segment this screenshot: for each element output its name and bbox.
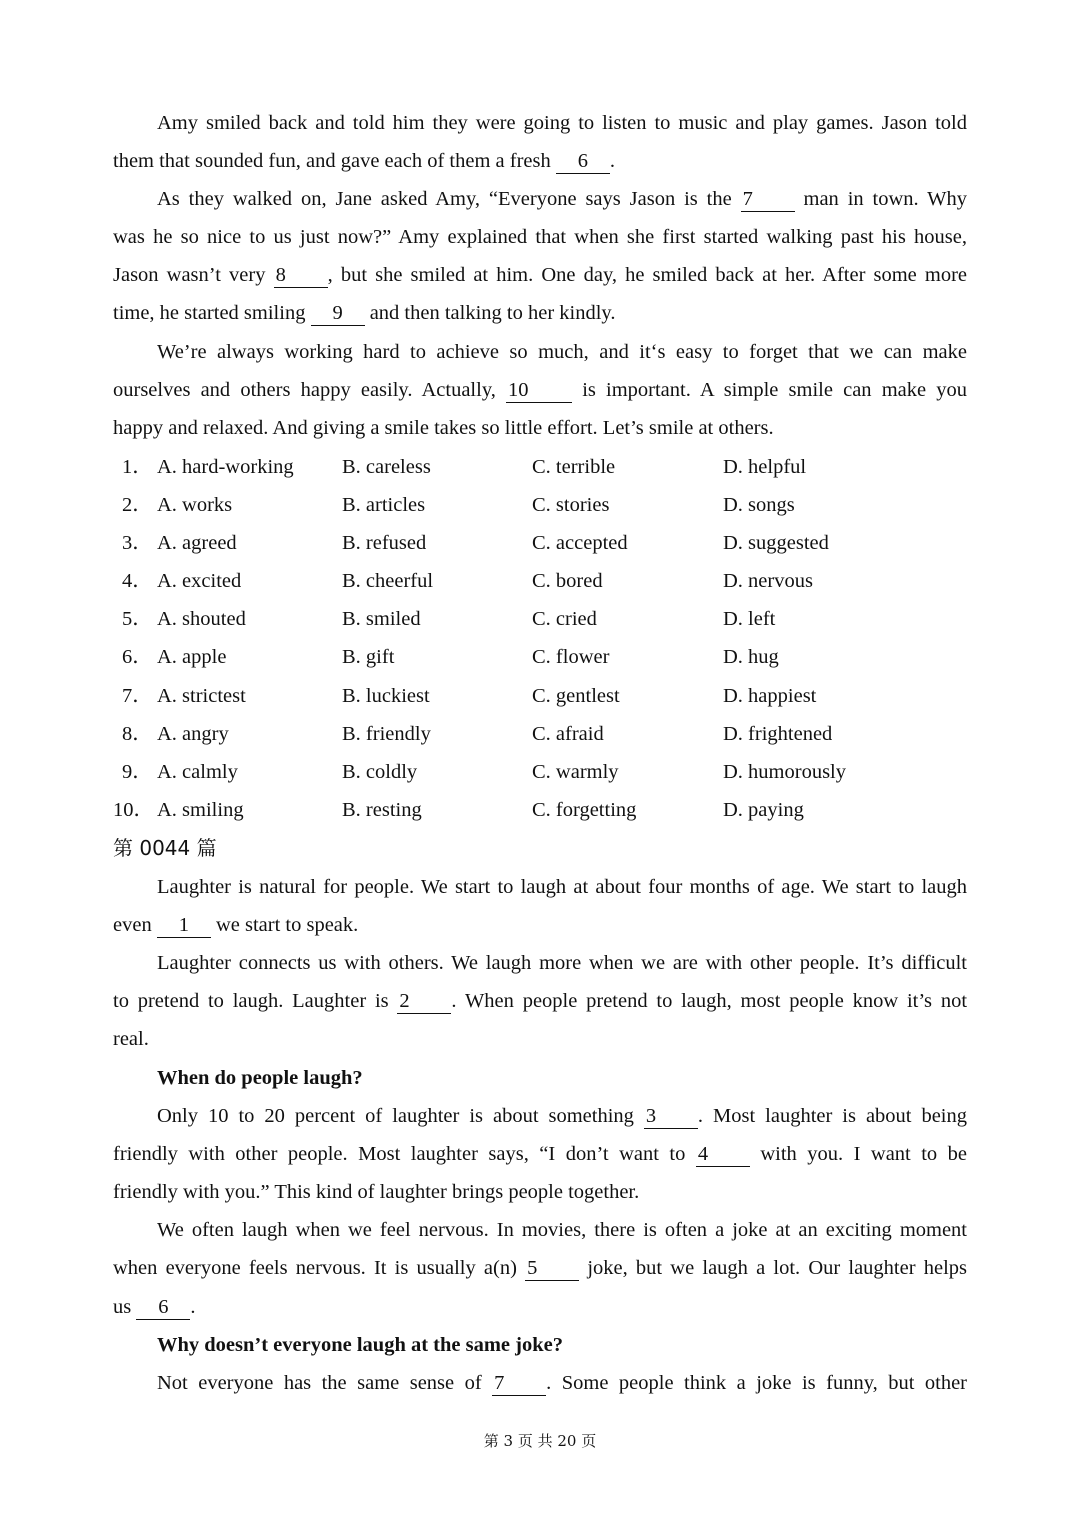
paragraph-line: Laughter is natural for people. We start to laugh at about four months of age. We start to laugh xyxy=(157,876,967,898)
blank-2: 2 xyxy=(397,989,451,1014)
paragraph-line: happy and relaxed. And giving a smile takes so little effort. Let’s smile at others. xyxy=(113,417,774,439)
paragraph-line: Jason wasn’t very 8 , but she smiled at him. One day, he smiled back at her. After some more xyxy=(113,264,968,286)
blank-4: 4 xyxy=(696,1142,750,1167)
subheading: Why doesn’t everyone laugh at the same joke? xyxy=(157,1334,563,1356)
blank-7: 7 xyxy=(492,1371,546,1396)
paragraph-line: Laughter connects us with others. We laugh more when we are with other people. It’s difficult xyxy=(157,952,967,974)
paragraph-line: when everyone feels nervous. It is usually a(n) 5 joke, but we laugh a lot. Our laughter helps xyxy=(113,1257,968,1279)
subheading: When do people laugh? xyxy=(157,1067,363,1089)
paragraph-line: ourselves and others happy easily. Actually, 10 is important. A simple smile can make you xyxy=(113,379,967,401)
paragraph-line: to pretend to laugh. Laughter is 2 . When people pretend to laugh, most people know it’s not xyxy=(113,990,968,1012)
document-page: Amy smiled back and told him they were going to listen to music and play games. Jason told them that sounded fun, and gave each of them a fresh 6 . As they walked on, Jane asked Amy, “Everyone says Jason is the 7 man in town. Why was he so nice to us just now?” Amy explained that when she first started walking past his house, Jason wasn’t very 8 , but she smiled at him. One day, he smiled back at her. After some more time, he started smiling 9 and then talking to her kindly. We’re always working hard to achieve so much, and it‘s easy to forget that we can make ourselves and others happy easily. Actually, 10 is important. A simple smile can make you happy and relaxed. And giving a smile takes so little effort. Let’s smile at others. 1． A. hard-working B. careless C. terrible D. helpful 2． A. works B. articles C. stories D. songs 3． A. agreed B. refused C. accepted D. suggested 4． A. excited B. cheerful C. bored D. nervous 5． A. shouted B. smiled C. cried D. left 6． A. apple B. gift C. flower D. hug 7． A. strictest B. luckiest C. gentlest D. happiest 8． A. angry B. friendly C. afraid D. frightened 9． A. calmly B. coldly C. warmly D. humorously 10． A. smiling B. resting C. forgetting D. paying 第 0044 篇 Laughter is natural for people. We start to laugh at about four months of age. We start to laugh even 1 we start to speak. Laughter connects us with others. We laugh more when we are with other people. It’s difficult to pretend to laugh. Laughter is 2 . When people pretend to laugh, most people know it’s not real. When do people laugh? Only 10 to 20 percent of laughter is about something 3 . Most laughter is about being friendly with other people. Most laughter says, “I don’t want to 4 with you. I want to be friendly with you.” This kind of laughter brings people together. We often laugh when we feel nervous. In movies, there is often a joke at an exciting moment when everyone feels nervous. It is usually a(n) 5 joke, but we laugh a lot. Our laughter helps us 6 . Why doesn’t everyone laugh at the same joke? Not everyone has the same sense of 7 . Some people think a joke is funny, but other 第 3 页 共 20 页 xyxy=(0,0,1080,1527)
paragraph-line: We often laugh when we feel nervous. In movies, there is often a joke at an exciting moment xyxy=(157,1219,967,1241)
paragraph-line: even 1 we start to speak. xyxy=(113,914,359,936)
blank-6: 6 xyxy=(556,149,610,174)
blank-8: 8 xyxy=(274,263,328,288)
paragraph-line: time, he started smiling 9 and then talking to her kindly. xyxy=(113,302,616,324)
blank-3: 3 xyxy=(644,1104,698,1129)
paragraph-line: Only 10 to 20 percent of laughter is about something 3 . Most laughter is about being xyxy=(157,1105,968,1127)
blank-9: 9 xyxy=(311,301,365,326)
blank-5: 5 xyxy=(525,1256,579,1281)
blank-6: 6 xyxy=(136,1295,190,1320)
section-title: 第 0044 篇 xyxy=(113,836,217,860)
paragraph-line: was he so nice to us just now?” Amy explained that when she first started walking past his house, xyxy=(113,226,967,248)
paragraph-line: Not everyone has the same sense of 7 . Some people think a joke is funny, but other xyxy=(157,1372,968,1394)
paragraph-line: real. xyxy=(113,1028,149,1050)
paragraph-line: Amy smiled back and told him they were going to listen to music and play games. Jason told xyxy=(157,112,967,134)
blank-7: 7 xyxy=(741,187,795,212)
paragraph-line: them that sounded fun, and gave each of them a fresh 6 . xyxy=(113,150,615,172)
page-footer: 第 3 页 共 20 页 xyxy=(483,1432,597,1450)
blank-10: 10 xyxy=(506,378,572,403)
paragraph-line: friendly with other people. Most laughter says, “I don’t want to 4 with you. I want to be xyxy=(113,1143,967,1165)
paragraph-line: We’re always working hard to achieve so much, and it‘s easy to forget that we can make xyxy=(157,341,967,363)
paragraph-line: friendly with you.” This kind of laughter brings people together. xyxy=(113,1181,640,1203)
paragraph-line: As they walked on, Jane asked Amy, “Everyone says Jason is the 7 man in town. Why xyxy=(157,188,968,210)
paragraph-line: us 6 . xyxy=(113,1296,196,1318)
blank-1: 1 xyxy=(157,913,211,938)
